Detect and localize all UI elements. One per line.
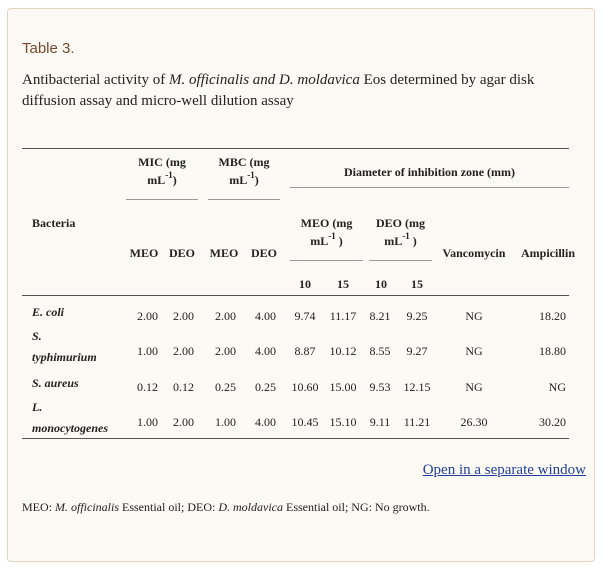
table-cell: 10.45	[291, 415, 319, 429]
table-cell: 1.00	[137, 344, 158, 358]
table-cell: 2.00	[173, 415, 194, 429]
mic-header: MIC (mg $mL^{-1}$)	[138, 155, 186, 187]
mbc-deo-header: DEO	[250, 246, 277, 260]
table-cell: 11.21	[403, 415, 431, 429]
table-cell: 9.53	[369, 380, 391, 394]
header-bottom-rule	[22, 295, 569, 296]
table-cell: 1.00	[215, 415, 236, 429]
table-cell: 2.00	[137, 309, 158, 323]
table-caption	[22, 70, 562, 112]
table-cell: 0.12	[137, 380, 158, 394]
ampicillin-header: Ampicillin	[521, 246, 576, 260]
diameter-group-rule	[290, 187, 569, 188]
open-separate-window-link[interactable]: Open in a separate window	[422, 462, 586, 478]
table-cell: 9.74	[294, 309, 316, 323]
bacteria-name: L. monocytogenes	[32, 400, 108, 435]
table-cell: 9.27	[406, 344, 428, 358]
caption-pre: Antibacterial activity of	[22, 72, 170, 88]
table-cell: 18.80	[539, 344, 566, 358]
deo-diameter-header: DEO (mg $mL^{-1}$ )	[376, 216, 425, 248]
mic-deo-header: DEO	[168, 246, 195, 260]
table-cell: 1.00	[137, 415, 158, 429]
meo-15-header: 15	[337, 277, 349, 291]
table-cell: 8.21	[369, 309, 391, 323]
table-cell: 0.25	[215, 380, 236, 394]
bacteria-name: S. typhimurium	[32, 329, 97, 364]
table-cell: 18.20	[539, 309, 566, 323]
mbc-meo-header: MEO	[209, 246, 239, 260]
table-cell: 12.15	[403, 380, 431, 394]
table-title: Table 3.	[22, 40, 75, 57]
table-cell: NG	[548, 380, 566, 394]
table-cell: 4.00	[255, 309, 276, 323]
table-cell: 11.17	[329, 309, 357, 323]
table-cell: 4.00	[255, 344, 276, 358]
meo-10-header: 10	[299, 277, 311, 291]
caption-post: Eos determined by agar disk diffusion assay and micro-well dilution assay	[22, 72, 535, 109]
table-cell: 2.00	[215, 309, 236, 323]
meo-diameter-header: MEO (mg $mL^{-1}$ )	[300, 216, 353, 248]
meo-conc-rule	[290, 260, 363, 261]
table-cell: 10.12	[329, 344, 357, 358]
table-footnote: MEO: M. officinalis Essential oil; DEO: D. moldavica Essential oil; NG: No growth.	[22, 500, 430, 514]
table-cell: 9.25	[406, 309, 428, 323]
diameter-header: Diameter of inhibition zone (mm)	[343, 165, 516, 179]
table-cell: 10.60	[291, 380, 319, 394]
table-cell: 2.00	[173, 309, 194, 323]
table-cell: 2.00	[215, 344, 236, 358]
bacteria-header: Bacteria	[32, 216, 76, 230]
bacteria-name: S. aureus	[32, 376, 79, 390]
vancomycin-header: Vancomycin	[442, 246, 506, 260]
table-cell: 15.10	[329, 415, 357, 429]
mic-meo-header: MEO	[129, 246, 159, 260]
mbc-group-rule	[208, 199, 280, 200]
mbc-header: MBC (mg $mL^{-1}$)	[218, 155, 270, 187]
table-cell: 9.11	[369, 415, 391, 429]
data-table	[22, 139, 576, 435]
table-cell: 8.87	[294, 344, 316, 358]
table-cell: 4.00	[255, 415, 276, 429]
deo-10-header: 10	[375, 277, 387, 291]
table-cell: 15.00	[329, 380, 357, 394]
table-cell: NG	[465, 344, 483, 358]
table-cell: NG	[465, 309, 483, 323]
table-cell: 26.30	[460, 415, 488, 429]
bacteria-name: E. coli	[32, 305, 64, 319]
table-top-rule	[22, 148, 569, 149]
table-cell: NG	[465, 380, 483, 394]
mic-group-rule	[126, 199, 198, 200]
deo-15-header: 15	[411, 277, 423, 291]
table-cell: 0.12	[173, 380, 194, 394]
caption-species: M. officinalis and D. moldavica	[169, 72, 360, 88]
deo-conc-rule	[369, 260, 432, 261]
table-cell: 8.55	[369, 344, 391, 358]
table-cell: 30.20	[539, 415, 566, 429]
table-cell: 2.00	[173, 344, 194, 358]
table-cell: 0.25	[255, 380, 276, 394]
